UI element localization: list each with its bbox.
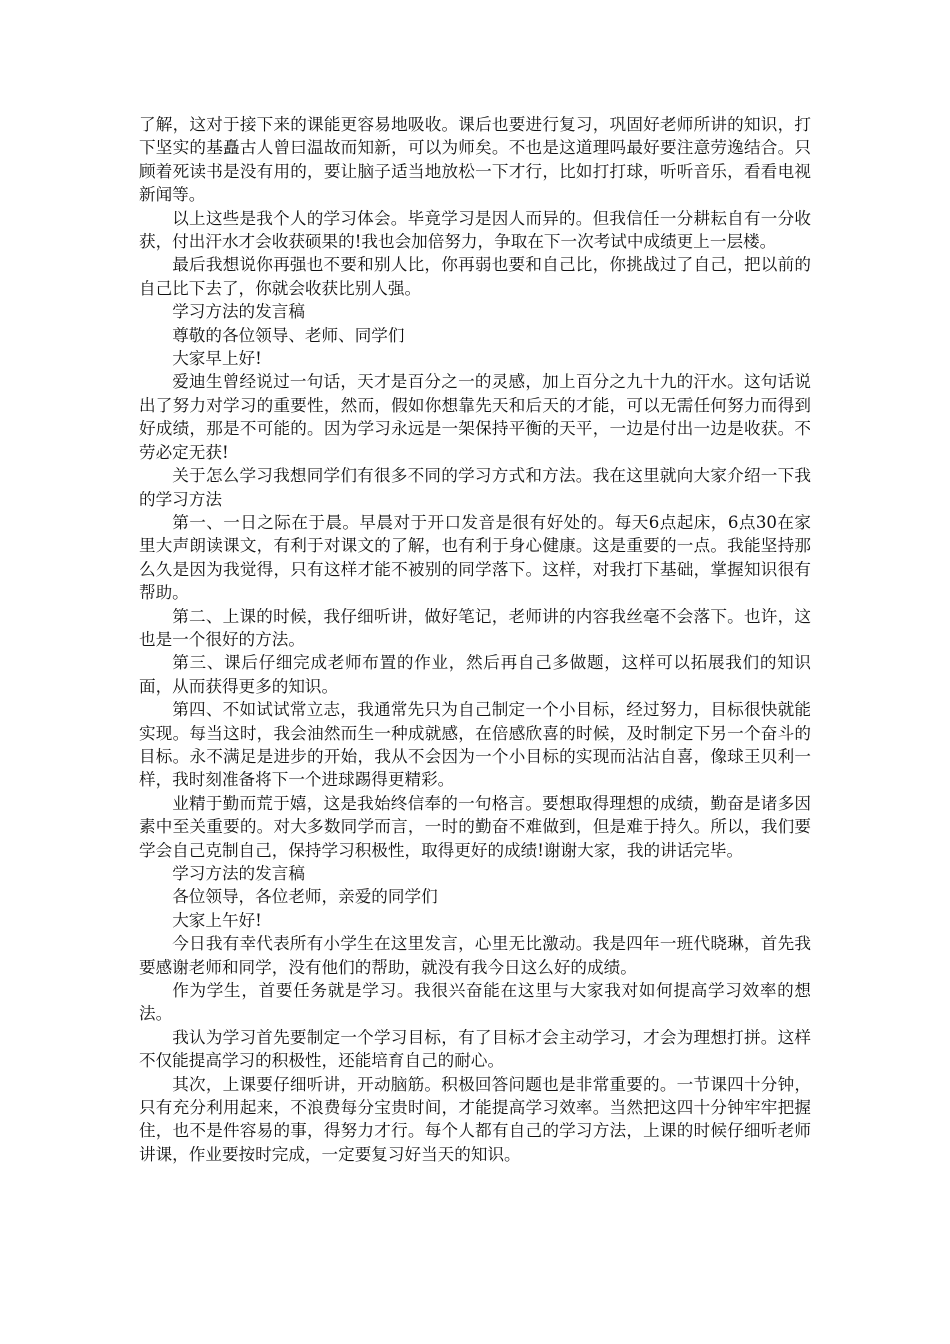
- greeting: 大家上午好!: [172, 910, 262, 930]
- document-body: [139, 113, 811, 1166]
- paragraph: 第一、一日之际在于晨。早晨对于开口发音是很有好处的。每天6点起床，6点30在家里大声朗读课文，有利于对课文的了解，也有利于身心健康。这是重要的一点。我能坚持那么久是因为我觉得，只有这样才能不被别的同学落下。这样，对我打下基础，掌握知识很有帮助。: [139, 512, 811, 603]
- paragraph: 其次，上课要仔细听讲，开动脑筋。积极回答问题也是非常重要的。一节课四十分钟，只有充分利用起来，不浪费每分宝贵时间，才能提高学习效率。当然把这四十分钟牢牢把握住，也不是件容易的事，得努力才行。每个人都有自己的学习方法，上课的时候仔细听老师讲课，作业要按时完成，一定要复习好当天的知识。: [139, 1074, 811, 1164]
- paragraph: 了解，这对于接下来的课能更容易地吸收。课后也要进行复习，巩固好老师所讲的知识，打下坚实的基矗古人曾曰温故而知新，可以为师矣。不也是这道理吗最好要注意劳逸结合。只顾着死读书是没有用的，要让脑子适当地放松一下才行，比如打打球，听听音乐，看看电视新闻等。: [139, 115, 811, 205]
- paragraph: 最后我想说你再强也不要和别人比，你再弱也要和自己比，你挑战过了自己，把以前的自己比下去了，你就会收获比别人强。: [139, 255, 811, 298]
- greeting: 大家早上好!: [172, 349, 262, 369]
- section-heading: 学习方法的发言稿: [172, 864, 305, 883]
- paragraph: 关于怎么学习我想同学们有很多不同的学习方式和方法。我在这里就向大家介绍一下我的学习方法: [139, 466, 811, 509]
- paragraph: 作为学生，首要任务就是学习。我很兴奋能在这里与大家我对如何提高学习效率的想法。: [139, 981, 811, 1024]
- paragraph: 爱迪生曾经说过一句话，天才是百分之一的灵感，加上百分之九十九的汗水。这句话说出了努力对学习的重要性，然而，假如你想靠先天和后天的才能，可以无需任何努力而得到好成绩，那是不可能的。因为学习永远是一架保持平衡的天平，一边是付出一边是收获。不劳必定无获!: [139, 372, 811, 462]
- paragraph: 第二、上课的时候，我仔细听讲，做好笔记，老师讲的内容我丝毫不会落下。也许，这也是一个很好的方法。: [139, 606, 811, 649]
- salutation: 尊敬的各位领导、老师、同学们: [172, 325, 405, 345]
- section-heading: 学习方法的发言稿: [172, 302, 305, 322]
- paragraph: 第三、课后仔细完成老师布置的作业，然后再自己多做题，这样可以拓展我们的知识面，从而获得更多的知识。: [139, 653, 811, 696]
- paragraph: 我认为学习首先要制定一个学习目标，有了目标才会主动学习，才会为理想打拼。这样不仅能提高学习的积极性，还能培育自己的耐心。: [139, 1027, 811, 1071]
- paragraph: 以上这些是我个人的学习体会。毕竟学习是因人而异的。但我信任一分耕耘自有一分收获，付出汗水才会收获硕果的!我也会加倍努力，争取在下一次考试中成绩更上一层楼。: [139, 208, 811, 252]
- salutation: 各位领导，各位老师，亲爱的同学们: [172, 887, 438, 907]
- paragraph: 业精于勤而荒于嬉，这是我始终信奉的一句格言。要想取得理想的成绩，勤奋是诸多因素中至关重要的。对大多数同学而言，一时的勤奋不难做到，但是难于持久。所以，我们要学会自己克制自己，保持学习积极性，取得更好的成绩!谢谢大家，我的讲话完毕。: [139, 793, 811, 860]
- paragraph: 今日我有幸代表所有小学生在这里发言，心里无比激动。我是四年一班代晓琳，首先我要感谢老师和同学，没有他们的帮助，就没有我今日这么好的成绩。: [139, 934, 811, 977]
- paragraph: 第四、不如试试常立志，我通常先只为自己制定一个小目标，经过努力，目标很快就能实现。每当这时，我会油然而生一种成就感，在倍感欣喜的时候，及时制定下另一个奋斗的目标。永不满足是进步的开始，我从不会因为一个小目标的实现而沾沾自喜，像球王贝利一样，我时刻准备将下一个进球踢得更精彩。: [139, 700, 811, 790]
